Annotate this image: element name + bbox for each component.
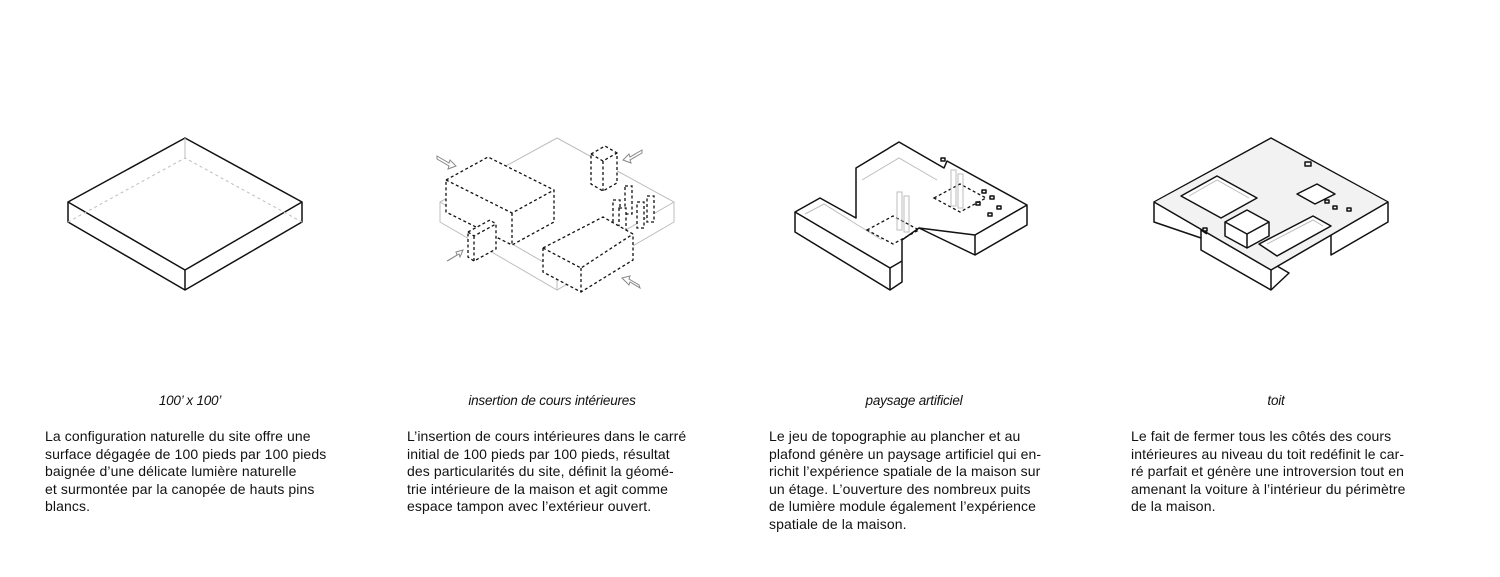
courtyard-volume-small [591, 146, 617, 191]
site-slab-diagram [45, 110, 407, 330]
arrow-left-icon [437, 156, 456, 169]
caption-courtyards: insertion de cours intérieures [468, 393, 636, 408]
panel-landscape [769, 0, 1131, 577]
caption-roof: toit [1267, 393, 1285, 408]
courtyard-volume-large [446, 157, 554, 245]
description-landscape: Le jeu de topographie au plancher et au plafond génère un paysage artificiel qui en- richit l’expérience spatiale de la maison sur un étage. L’ouverture des nombreux puits de lumière module également l’expérience spatiale de la maison. [769, 428, 1042, 532]
caption-landscape: paysage artificiel [865, 393, 963, 408]
panel-courtyards [407, 0, 769, 577]
description-roof: Le fait de fermer tous les côtés des cours intérieures au niveau du toit redéfinit le car- ré parfait et génère une introversion tout en amenant la voiture à l’intérieur du périmètre de la maison. [1131, 428, 1406, 515]
caption-site: 100’ x 100’ [158, 393, 222, 408]
courtyard-insertion-diagram [407, 110, 769, 330]
arrow-lower-left-icon [447, 250, 463, 261]
slab-hidden-edge [68, 158, 302, 222]
description-site: La configuration naturelle du site offre une surface dégagée de 100 pieds par 100 pieds baignée d’une délicate lumière naturelle et surmontée par la canopée de hauts pins blancs. [45, 428, 327, 515]
roof-volume [1154, 138, 1388, 290]
courtyard-volume-entry [468, 220, 496, 261]
slab-top-edge [68, 202, 302, 270]
artificial-landscape-diagram [769, 110, 1131, 330]
description-courtyards: L’insertion de cours intérieures dans le carré initial de 100 pieds par 100 pieds, résultat des particularités du site, définit la géomé- trie intérieure de la maison et agit comme espace tampon avec l’extérieur ouvert. [407, 428, 687, 515]
light-well-columns [613, 186, 654, 230]
panel-roof [1131, 0, 1493, 577]
arrow-lower-right-icon [622, 276, 640, 288]
arrow-right-icon [623, 150, 642, 163]
roof-diagram [1131, 110, 1493, 330]
panel-site [45, 0, 407, 577]
slab-outline [68, 138, 302, 290]
